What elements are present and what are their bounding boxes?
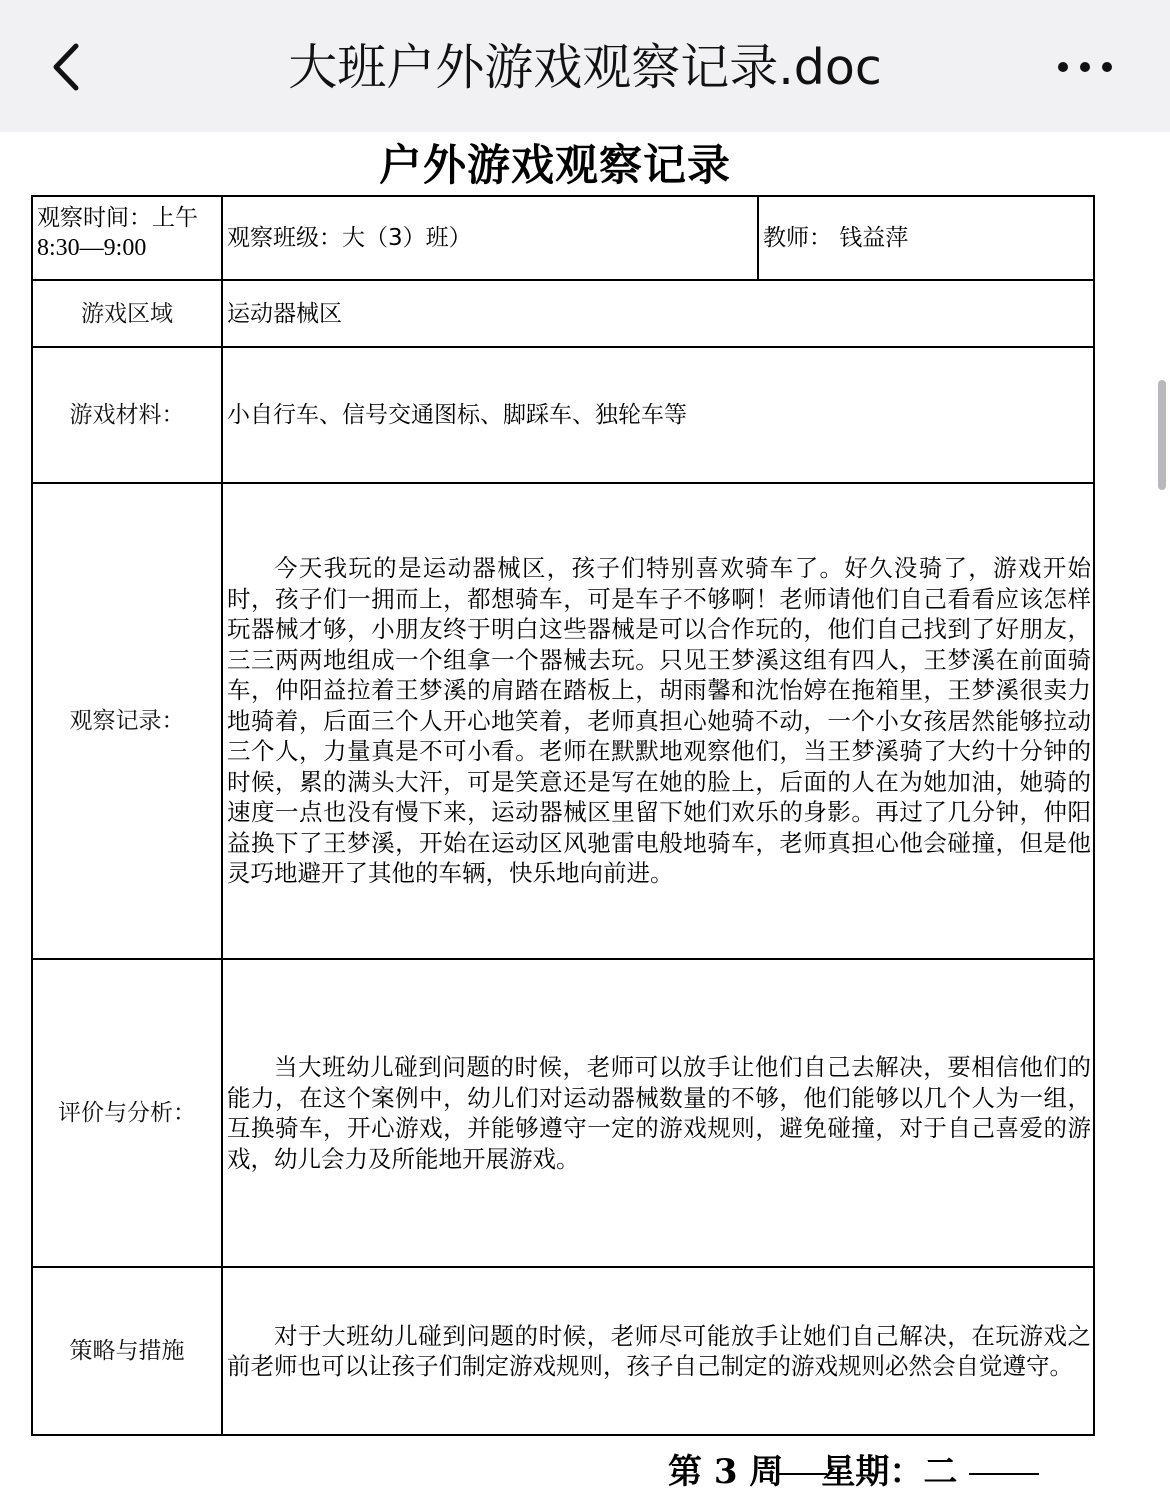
evaluation-cell bbox=[222, 959, 1094, 1267]
observation-record-table bbox=[31, 195, 1095, 1436]
scrollbar-thumb[interactable] bbox=[1158, 380, 1166, 490]
weekday-value: 二 bbox=[923, 1452, 958, 1492]
document-heading: 户外游戏观察记录 bbox=[379, 141, 731, 191]
chevron-left-icon bbox=[40, 32, 100, 102]
back-button[interactable] bbox=[40, 32, 100, 102]
footer-dash bbox=[777, 1473, 827, 1475]
document-filename-title: 大班户外游戏观察记录.doc bbox=[288, 39, 882, 96]
table-row-observation-notes bbox=[32, 483, 1094, 959]
observation-time-cell bbox=[32, 196, 222, 280]
more-horizontal-icon bbox=[1050, 45, 1120, 89]
game-materials-label: 游戏材料： bbox=[32, 347, 222, 483]
week-footer bbox=[668, 1450, 1039, 1494]
weekday-label: 星期： bbox=[821, 1452, 924, 1492]
observation-notes-label: 观察记录： bbox=[32, 483, 222, 959]
observation-notes-cell bbox=[222, 483, 1094, 959]
week-number: 第 3 周 bbox=[668, 1452, 784, 1492]
footer-underline bbox=[969, 1473, 1039, 1475]
observation-time-label: 观察时间：上午 bbox=[37, 205, 198, 231]
evaluation-label: 评价与分析： bbox=[32, 959, 222, 1267]
table-row-game-materials bbox=[32, 347, 1094, 483]
teacher-text: 教师： 钱益萍 bbox=[763, 225, 909, 251]
table-row-evaluation bbox=[32, 959, 1094, 1267]
table-row-header bbox=[32, 196, 1094, 280]
observation-notes-text: 今天我玩的是运动器械区，孩子们特别喜欢骑车了。好久没骑了，游戏开始时，孩子们一拥而上，都想骑车，可是车子不够啊！老师请他们自己看看应该怎样玩器械才够，小朋友终于明白这些器械是可以合作玩的，他们自己找到了好朋友，三三两两地组成一个组拿一个器械去玩。只见王梦溪这组有四人，王梦溪在前面骑车，仲阳益拉着王梦溪的肩踏在踏板上，胡雨馨和沈怡婷在拖箱里，王梦溪很卖力地骑着，后面三个人开心地笑着，老师真担心她骑不动，一个小女孩居然能够拉动三个人，力量真是不可小看。老师在默默地观察他们，当王梦溪骑了大约十分钟的时候，累的满头大汗，可是笑意还是写在她的脸上，后面的人在为她加油，她骑的速度一点也没有慢下来，运动器械区里留下她们欢乐的身影。再过了几分钟，仲阳益换下了王梦溪，开始在运动区风驰雷电般地骑车，老师真担心他会碰撞，但是他灵巧地避开了其他的车辆，快乐地向前进。 bbox=[227, 554, 1091, 888]
top-navigation-bar bbox=[0, 0, 1170, 132]
game-materials-value: 小自行车、信号交通图标、脚踩车、独轮车等 bbox=[222, 347, 1094, 483]
table-row-game-area bbox=[32, 280, 1094, 347]
observation-time-value: 8:30—9:00 bbox=[37, 235, 147, 261]
strategy-text: 对于大班幼儿碰到问题的时候，老师尽可能放手让她们自己解决，在玩游戏之前老师也可以让孩子们制定游戏规则，孩子自己制定的游戏规则必然会自觉遵守。 bbox=[227, 1321, 1091, 1380]
table-row-strategy bbox=[32, 1267, 1094, 1435]
strategy-label: 策略与措施 bbox=[32, 1267, 222, 1435]
evaluation-text: 当大班幼儿碰到问题的时候，老师可以放手让他们自己去解决，要相信他们的能力，在这个案例中，幼儿们对运动器械数量的不够，他们能够以几个人为一组，互换骑车，开心游戏，并能够遵守一定的游戏规则，避免碰撞，对于自己喜爱的游戏，幼儿会力及所能地开展游戏。 bbox=[227, 1053, 1091, 1173]
observation-class-cell bbox=[222, 196, 758, 280]
teacher-cell bbox=[758, 196, 1094, 280]
more-options-button[interactable] bbox=[1050, 45, 1120, 89]
game-area-value: 运动器械区 bbox=[222, 280, 1094, 347]
strategy-cell bbox=[222, 1267, 1094, 1435]
observation-class-text: 观察班级：大（3）班） bbox=[227, 225, 472, 251]
game-area-label: 游戏区域 bbox=[32, 280, 222, 347]
